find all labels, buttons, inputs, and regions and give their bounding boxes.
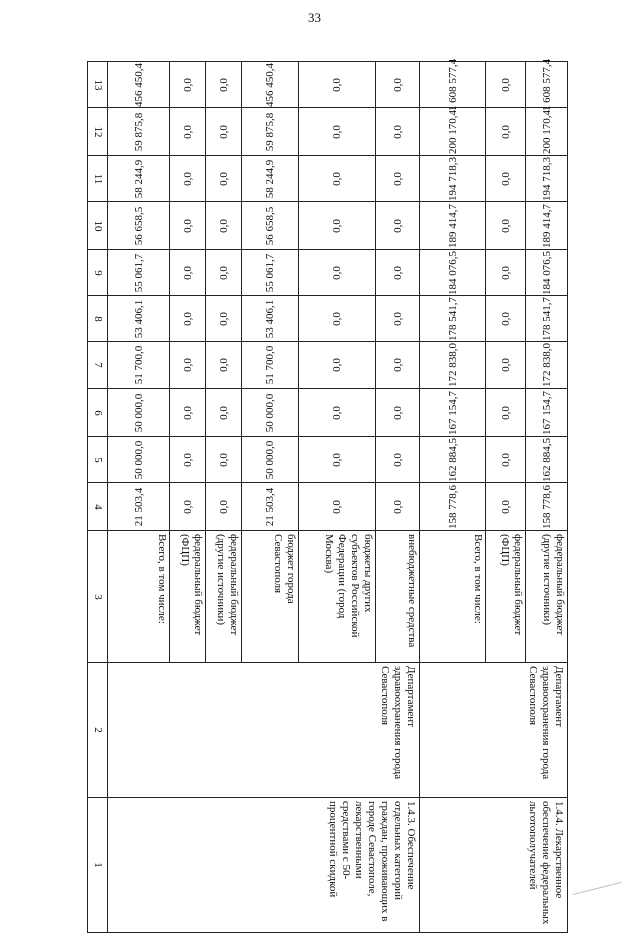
event-name: 1.4.3. Обеспечение отдельных категорий граждан, проживающих в городе Севастополе, лекарственными средствами с 50-процентной скидкой	[327, 801, 417, 922]
value-cell	[169, 249, 206, 296]
value-cell	[298, 61, 376, 108]
value-cell	[419, 58, 486, 111]
value-cell	[485, 482, 526, 531]
funding-source: федеральный бюджет (другие источники)	[541, 534, 566, 636]
value: 0,0	[217, 311, 230, 326]
source-cell	[205, 530, 242, 663]
value: 178 541,7	[540, 296, 553, 341]
value-cell	[525, 295, 568, 342]
column-number-cell	[87, 107, 108, 156]
value: 0,0	[331, 452, 343, 467]
column-number: 5	[91, 456, 104, 463]
value-cell	[419, 482, 486, 531]
value-cell	[298, 341, 376, 389]
value: 58 244,9	[132, 159, 145, 198]
value: 184 076,5	[446, 250, 459, 295]
column-number: 2	[91, 727, 104, 733]
value: 162 884,5	[446, 437, 459, 482]
value: 0,0	[391, 452, 404, 467]
column-number-cell	[87, 482, 108, 531]
funding-source: федеральный бюджет (ФЦП)	[499, 534, 524, 636]
value: 0,0	[391, 265, 404, 280]
executor-cell	[107, 662, 420, 798]
value: 0,0	[391, 171, 404, 186]
value: 0,0	[331, 311, 343, 326]
value-cell	[419, 341, 486, 389]
value: 167 154,7	[540, 390, 553, 435]
value-cell	[485, 295, 526, 342]
value: 0,0	[217, 452, 230, 467]
value: 0,0	[499, 218, 512, 233]
value: 158 778,6	[446, 484, 459, 529]
value-cell	[298, 388, 376, 437]
value: 0,0	[499, 265, 512, 280]
value-cell	[298, 436, 376, 483]
column-number: 3	[91, 593, 104, 600]
funding-source: бюджет города Севастополя	[272, 534, 297, 604]
value-cell	[485, 388, 526, 437]
value: 0,0	[499, 77, 512, 92]
executor-name: Департамент здравоохранения города Севастополя	[527, 666, 565, 780]
value-cell	[169, 201, 206, 250]
column-number: 6	[91, 409, 104, 416]
value-cell	[375, 155, 420, 202]
page-number: 33	[308, 10, 321, 25]
value: 172 838,0	[446, 343, 459, 387]
value: 56 658,5	[132, 206, 145, 245]
value: 0,0	[217, 218, 230, 233]
value-cell	[525, 155, 568, 202]
value-cell	[525, 436, 568, 483]
value-cell	[205, 249, 242, 296]
value-cell	[485, 341, 526, 389]
value-cell	[241, 295, 299, 342]
value: 0,0	[217, 405, 230, 420]
funding-source: федеральный бюджет (ФЦП)	[179, 534, 204, 636]
value: 0,0	[217, 499, 230, 514]
column-number-cell	[87, 388, 108, 437]
value-cell	[485, 155, 526, 202]
column-number-cell	[87, 436, 108, 483]
value: 55 061,7	[132, 253, 145, 292]
value-cell	[107, 341, 170, 389]
value-cell	[107, 107, 170, 156]
value: 0,0	[499, 405, 512, 420]
event-cell	[419, 797, 568, 933]
value: 0,0	[181, 171, 194, 186]
value: 200 170,4	[446, 109, 459, 154]
value-cell	[298, 107, 376, 156]
column-number: 11	[91, 173, 104, 184]
value: 53 406,1	[132, 299, 145, 338]
source-cell	[298, 530, 376, 663]
value-cell	[241, 201, 299, 250]
value-cell	[525, 482, 568, 531]
value: 0,0	[499, 171, 512, 186]
value-cell	[241, 155, 299, 202]
value: 200 170,4	[540, 109, 553, 154]
value-cell	[375, 482, 420, 531]
value: 172 838,0	[540, 343, 553, 387]
value: 162 884,5	[540, 437, 553, 482]
value-cell	[419, 295, 486, 342]
value-cell	[375, 295, 420, 342]
value: 0,0	[331, 218, 343, 233]
value-cell	[298, 155, 376, 202]
value: 189 414,7	[540, 203, 553, 248]
value: 0,0	[181, 311, 194, 326]
value-cell	[205, 388, 242, 437]
column-number: 4	[91, 503, 104, 510]
value-cell	[107, 482, 170, 531]
value-cell	[107, 295, 170, 342]
value-cell	[205, 295, 242, 342]
value-cell	[375, 61, 420, 108]
value: 184 076,5	[540, 250, 553, 295]
value: 0,0	[391, 218, 404, 233]
value-cell	[241, 249, 299, 296]
value: 55 061,7	[264, 253, 276, 292]
value: 194 718,3	[446, 156, 459, 201]
value-cell	[419, 436, 486, 483]
event-name: 1.4.4. Лекарственное обеспечение федеральных льготополучателей	[527, 801, 565, 925]
column-number-cell	[87, 295, 108, 342]
value-cell	[205, 201, 242, 250]
scan-mark	[573, 882, 622, 895]
value-cell	[298, 249, 376, 296]
funding-source: Всего, в том числе:	[472, 534, 484, 624]
value-cell	[107, 388, 170, 437]
value: 0,0	[331, 171, 343, 186]
value-cell	[525, 249, 568, 296]
value: 1 608 577,4	[540, 58, 553, 111]
value-cell	[169, 155, 206, 202]
value: 0,0	[499, 499, 512, 514]
value: 0,0	[181, 77, 194, 92]
value: 167 154,7	[446, 390, 459, 435]
value-cell	[525, 201, 568, 250]
value-cell	[169, 388, 206, 437]
value-cell	[205, 155, 242, 202]
value-cell	[485, 201, 526, 250]
value-cell	[525, 388, 568, 437]
value-cell	[298, 201, 376, 250]
value: 0,0	[181, 124, 194, 139]
value-cell	[169, 295, 206, 342]
value-cell	[375, 436, 420, 483]
value: 0,0	[181, 358, 194, 372]
value: 51 700,0	[132, 345, 145, 385]
value: 1 608 577,4	[446, 58, 459, 111]
value: 50 000,0	[132, 393, 145, 432]
funding-source: внебюджетные средства	[406, 534, 418, 648]
value: 0,0	[181, 265, 194, 280]
value-cell	[485, 436, 526, 483]
value-cell	[205, 61, 242, 108]
column-number-cell	[87, 797, 108, 933]
executor-cell	[419, 662, 568, 798]
value-cell	[205, 482, 242, 531]
value-cell	[375, 201, 420, 250]
value: 50 000,0	[264, 440, 276, 479]
value: 0,0	[331, 77, 343, 92]
value-cell	[525, 58, 568, 111]
value: 0,0	[391, 499, 404, 514]
value: 0,0	[331, 124, 343, 139]
column-number-cell	[87, 201, 108, 250]
event-cell	[107, 797, 420, 933]
value: 0,0	[499, 358, 512, 372]
value: 0,0	[331, 265, 343, 280]
column-number: 1	[91, 862, 104, 868]
budget-table	[88, 58, 568, 933]
value-cell	[375, 249, 420, 296]
value-cell	[107, 155, 170, 202]
column-number: 10	[91, 220, 104, 231]
value-cell	[169, 482, 206, 531]
value-cell	[205, 107, 242, 156]
value-cell	[241, 482, 299, 531]
value: 0,0	[181, 405, 194, 420]
value-cell	[241, 341, 299, 389]
source-cell	[485, 530, 526, 663]
value-cell	[525, 341, 568, 389]
value-cell	[241, 107, 299, 156]
value: 0,0	[499, 452, 512, 467]
value-cell	[485, 249, 526, 296]
value-cell	[525, 107, 568, 156]
value: 0,0	[331, 499, 343, 514]
value: 189 414,7	[446, 203, 459, 248]
column-number-cell	[87, 341, 108, 389]
value-cell	[375, 388, 420, 437]
value: 56 658,5	[264, 206, 276, 245]
value: 0,0	[391, 77, 404, 92]
value-cell	[107, 61, 170, 108]
value: 456 450,4	[264, 62, 276, 107]
value: 0,0	[181, 218, 194, 233]
column-number-cell	[87, 662, 108, 798]
value-cell	[419, 201, 486, 250]
value-cell	[298, 482, 376, 531]
column-number: 7	[91, 362, 104, 368]
column-number-cell	[87, 249, 108, 296]
value-cell	[419, 107, 486, 156]
value: 53 406,1	[264, 299, 276, 338]
source-cell	[419, 530, 486, 663]
value-cell	[241, 61, 299, 108]
source-cell	[241, 530, 299, 663]
column-number: 12	[91, 126, 104, 137]
value: 456 450,4	[132, 62, 145, 107]
value-cell	[107, 436, 170, 483]
value: 0,0	[331, 405, 343, 420]
value: 50 000,0	[264, 393, 276, 432]
value-cell	[485, 61, 526, 108]
value: 50 000,0	[132, 440, 145, 479]
value-cell	[419, 155, 486, 202]
funding-source: федеральный бюджет (другие источники)	[215, 534, 240, 636]
value: 0,0	[499, 124, 512, 139]
column-number-cell	[87, 530, 108, 663]
value: 0,0	[217, 124, 230, 139]
value: 59 875,8	[132, 112, 145, 151]
value: 59 875,8	[264, 112, 276, 151]
value: 0,0	[217, 77, 230, 92]
value: 0,0	[391, 405, 404, 420]
value: 0,0	[217, 265, 230, 280]
source-cell	[375, 530, 420, 663]
column-number: 9	[91, 269, 104, 276]
source-cell	[107, 530, 170, 663]
value-cell	[205, 436, 242, 483]
column-number: 8	[91, 315, 104, 322]
value-cell	[205, 341, 242, 389]
value: 21 503,4	[132, 487, 145, 526]
value-cell	[375, 107, 420, 156]
value-cell	[298, 295, 376, 342]
value-cell	[169, 61, 206, 108]
executor-name: Департамент здравоохранения города Севастополя	[379, 666, 417, 780]
source-cell	[169, 530, 206, 663]
value-cell	[241, 388, 299, 437]
value: 21 503,4	[264, 487, 276, 526]
column-number: 13	[91, 79, 104, 90]
value-cell	[419, 249, 486, 296]
value-cell	[169, 436, 206, 483]
funding-source: бюджеты других субъектов Российской Федерации (город Москва)	[323, 534, 374, 638]
value: 0,0	[391, 124, 404, 139]
value: 51 700,0	[264, 345, 276, 385]
value: 178 541,7	[446, 296, 459, 341]
value-cell	[169, 341, 206, 389]
value-cell	[169, 107, 206, 156]
value-cell	[241, 436, 299, 483]
value-cell	[107, 249, 170, 296]
value: 158 778,6	[540, 484, 553, 529]
value: 58 244,9	[264, 159, 276, 198]
value: 0,0	[181, 499, 194, 514]
value-cell	[419, 388, 486, 437]
value: 194 718,3	[540, 156, 553, 201]
value-cell	[375, 341, 420, 389]
column-number-cell	[87, 155, 108, 202]
value: 0,0	[181, 452, 194, 467]
value: 0,0	[331, 358, 343, 372]
value: 0,0	[217, 171, 230, 186]
funding-source: Всего, в том числе:	[156, 534, 168, 624]
value-cell	[107, 201, 170, 250]
value: 0,0	[217, 358, 230, 372]
value: 0,0	[391, 358, 404, 372]
value: 0,0	[499, 311, 512, 326]
source-cell	[525, 530, 568, 663]
value-cell	[485, 107, 526, 156]
value: 0,0	[391, 311, 404, 326]
column-number-cell	[87, 61, 108, 108]
